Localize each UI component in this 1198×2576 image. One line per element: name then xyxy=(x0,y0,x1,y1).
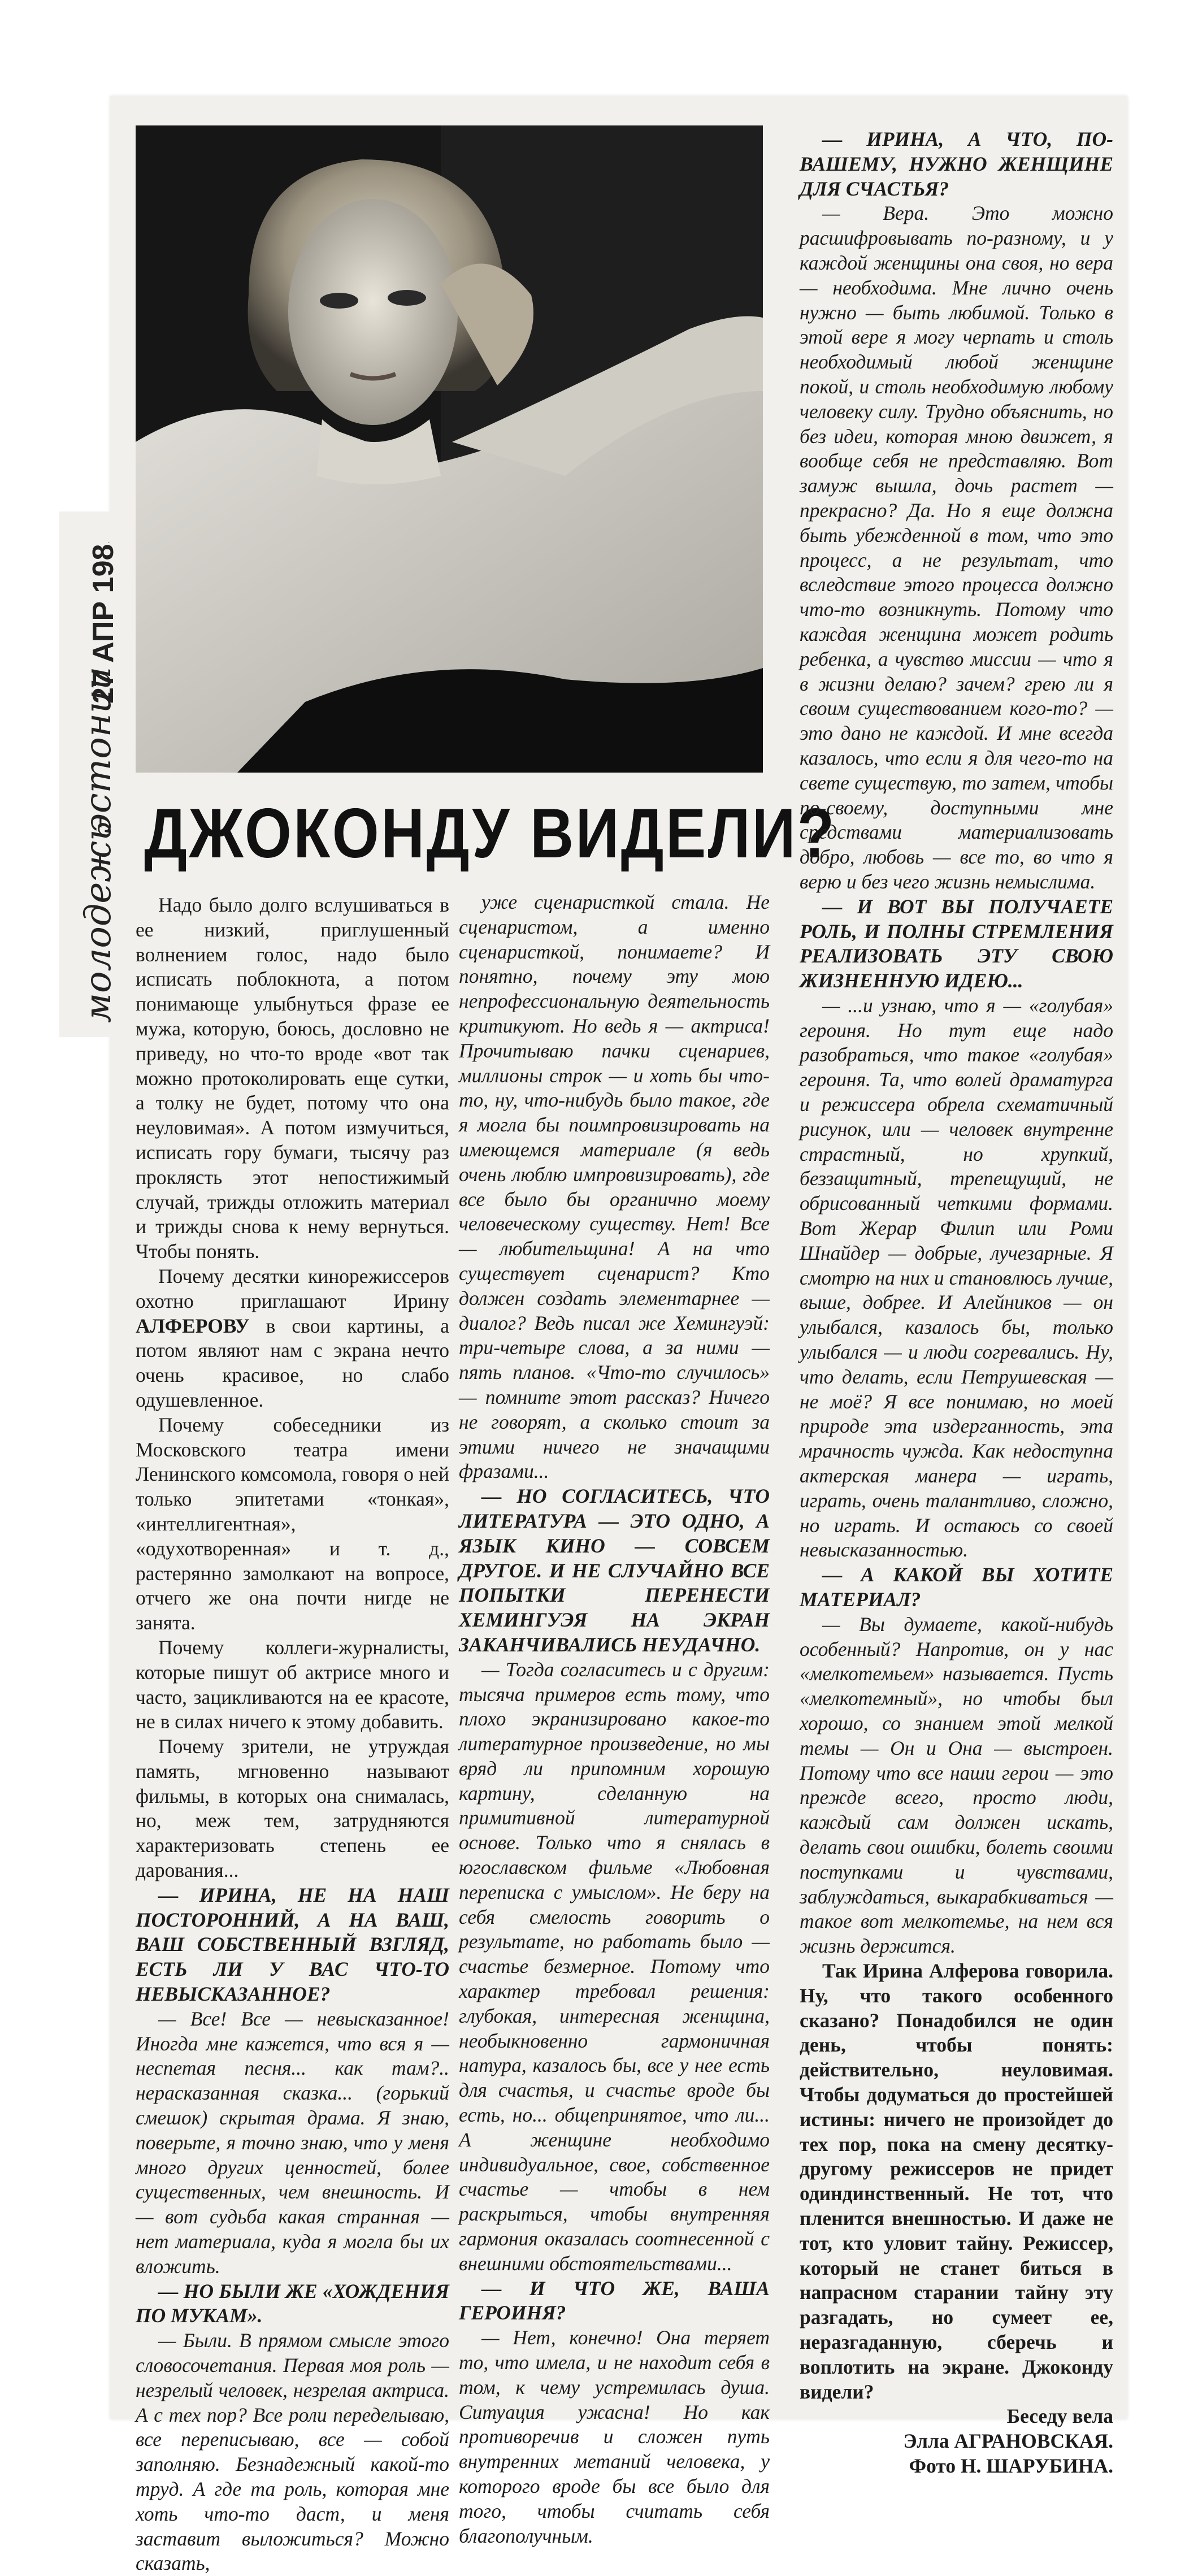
col1-paragraph: Надо было долго вслушиваться в ее низкий, приглушенный волнением голос, надо было исписать поблокнота, а потом понимающе улыбнуться фразе ее мужа, которую, боюсь, дословно не приведу, но что-то вроде «вот так можно протоколировать еще сутки, а толку не будет, потому что она неуловимая». А потом измучиться, исписать гору бумаги, тысячу раз проклясть этот непостижимый случай, трижды отложить материал и трижды снова к нему вернуться. Чтобы понять. xyxy=(136,894,449,1263)
col3-paragraph: — И ВОТ ВЫ ПОЛУЧАЕТЕ РОЛЬ, И ПОЛНЫ СТРЕМЛЕНИЯ РЕАЛИЗОВАТЬ ЭТУ СВОЮ ЖИЗНЕННУЮ ИДЕЮ... xyxy=(800,895,1113,992)
text-column-1 xyxy=(136,893,449,2576)
col2-paragraph: уже сценаристкой стала. Не сценаристом, а именно сценаристкой, понимаете? И понятно, почему эту мою непрофессиональную деятельность критикуют. Но ведь я — актриса! Прочитываю пачки сценариев, миллионы строк — и хоть бы что-то, ну, что-нибудь было такое, где я могла бы поимпровизировать на имеющемся материале (я ведь очень люблю импровизировать), где все было бы органично моему человеческому существу. Нет! Все — любительщина! А на что существует сценарист? Кто должен создать элементарнее — диалог? Ведь писал же Хемингуэй: три-четыре слова, а за ними — пять планов. «Что-то случилось» — помните этот рассказ? Ничего не говорят, а сколько стоит за этими ничего не значащими фразами... xyxy=(459,891,770,1483)
col3-paragraph: — Вера. Это можно расшифровывать по-разному, и у каждой женщины она своя, но вера — необходима. Мне лично очень нужно — быть любимой. Только в этой вере я могу черпать и столь необходимый любой женщине покой, и столь необходимую любому человеку силу. Трудно объяснить, но без идеи, которая мною движет, я вообще себя не представляю. Вот замуж вышла, дочь растет — прекрасно? Да. Но я еще должна быть убежденной в том, что это процесс, а не результат, что вследствие этого процесса должно что-то возникнуть. Потому что каждая женщина может родить ребенка, а чувство миссии — что я в жизни делаю? зачем? грею ли я своим существованием кого-то? — это дано не каждой. И мне всегда казалось, что если я для чего-то на свете существую, то затем, чтобы по-своему, доступными мне средствами материализовать добро, любовь — все то, во что я верю и без чего жизнь немыслима. xyxy=(800,202,1113,893)
col1-paragraph: — ИРИНА, НЕ НА НАШ ПОСТОРОННИЙ, А НА ВАШ, ВАШ СОБСТВЕННЫЙ ВЗГЛЯД, ЕСТЬ ЛИ У ВАС ЧТО-ТО НЕВЫСКАЗАННОЕ? xyxy=(136,1883,449,2006)
col2-paragraph: — И ЧТО ЖЕ, ВАША ГЕРОИНЯ? xyxy=(459,2276,770,2325)
col2-paragraph: — Нет, конечно! Она теряет то, что имела, и не находит себя в том, к чему устремилась душа. Ситуация ужасна! Но как противоречив и сложен путь внутренних метаний человека, у которого вроде бы все было для того, чтобы считать себя благополучным. xyxy=(459,2326,770,2547)
text-column-2 xyxy=(459,890,770,2548)
col2-paragraph: — Тогда согласитесь и с другим: тысяча примеров есть тому, что плохо экранизировано какое-то литературное произведение, но мы вряд ли припомним хорошую картину, сделанную на примитивной литературной основе. Только что я снялась в югославском фильме «Любовная переписка с умыслом». Не беру на себя смелость говорить о результате, но работать было — счастье безмерное. Потому что характер требовал решения: глубокая, интересная женщина, необыкновенно гармоничная натура, казалось бы, все у нее есть для счастья, и счастье вроде бы есть, но... общепринятое, что ли... А женщине необходимо индивидуальное, свое, собственное счастье — чтобы в нем раскрыться, чтобы внутренняя гармония оказалась соотнесенной с внешними обстоятельствами... xyxy=(459,1658,770,2275)
actress-name: АЛФЕРОВУ xyxy=(136,1314,250,1337)
col3-paragraph: — Вы думаете, какой-нибудь особенный? Напротив, он у нас «мелкотемьем» называется. Пусть «мелкотемный», но чтобы был хорошо, со знанием этой мелкой темы — Он и Она — выстроен. Потому что все наши герои — это прежде всего, просто люди, каждый сам должен искать, делать свои ошибки, болеть своими поступками и чувствами, заблуждаться, выкарабкиваться — такое вот мелкотемье, на нем вся жизнь держится. xyxy=(800,1612,1113,1958)
col1-paragraph: Почему десятки кинорежиссеров охотно приглашают Ирину АЛФЕРОВУ в свои картины, а потом являют нам с экрана нечто очень красивое, но слабо одушевленное. xyxy=(136,1264,449,1411)
col1-paragraph: — НО БЫЛИ ЖЕ «ХОЖДЕНИЯ ПО МУКАМ». xyxy=(136,2279,449,2327)
col1-paragraph: — Все! Все — невысказанное! Иногда мне кажется, что вся я — неспетая песня... как там?.. нерасказанная сказка... (горький смешок) скрытая драма. Я знаю, поверьте, я точно знаю, что у меня много других ценностей, более существенных, чем внешность. И — вот судьба какая странная — нет материала, куда я могла бы их вложить. xyxy=(136,2007,449,2278)
col3-paragraph: Беседу вела xyxy=(1006,2405,1113,2428)
col3-paragraph: Так Ирина Алферова говорила. Ну, что такого особенного сказано? Понадобился не один день, чтобы понять: действительно, неуловимая. Чтобы додуматься до простейшей истины: ничего не произойдет до тех пор, пока на смену десятку-другому режиссеров не придет одиндинственный. Не тот, что пленится внешностью. И даже не тот, кто уловит тайну. Режиссер, который не станет биться в напрасном старании тайну эту разгадать, но сумеет ее, неразгаданную, сберечь и воплотить на экране. Джоконду видели? xyxy=(800,1959,1113,2403)
col3-paragraph: — А КАКОЙ ВЫ ХОТИТЕ МАТЕРИАЛ? xyxy=(800,1563,1113,1611)
article-headline: ДЖОКОНДУ ВИДЕЛИ? xyxy=(144,795,836,873)
publication-stamp xyxy=(57,543,136,1029)
portrait-photo xyxy=(136,125,763,773)
col1-paragraph: Почему собеседники из Московского театра имени Ленинского комсомола, говоря о ней только эпитетами «тонкая», «интеллигентная», «одухотворенная» и т. д., растерянно замолкают на вопросе, отчего же она почти нигде не занята. xyxy=(136,1413,449,1634)
col3-paragraph: — ...и узнаю, что я — «голубая» героиня. Но тут еще надо разобраться, что такое «голубая» героиня. Та, что волей драматурга и режиссера обрела схематичный рисунок, или — человек внутренне страстный, но хрупкий, беззащитный, трепещущий, не обрисованный четкими формами. Вот Жерар Филип или Роми Шнайдер — добрые, лучезарные. Я смотрю на них и становлюсь лучше, выше, добрее. И Алейников — он улыбался, казалось бы, только улыбался — и люди согревались. Ну, что делать, если Петрушевская — не моё? Я все понимаю, но моей природе эта издерганность, эта мрачность чужда. Как недоступна актерская манера — играть, играть, очень талантливо, сложно, но играть. И остаюсь со своей невысказанностью. xyxy=(800,994,1113,1562)
text-column-3 xyxy=(800,127,1113,2479)
col3-paragraph: — ИРИНА, А ЧТО, ПО-ВАШЕМУ, НУЖНО ЖЕНЩИНЕ ДЛЯ СЧАСТЬЯ? xyxy=(800,128,1113,200)
stamp-line2: эстонии xyxy=(77,666,119,834)
stamp-line1: молодежь xyxy=(77,821,119,1023)
col2-paragraph: — НО СОГЛАСИТЕСЬ, ЧТО ЛИТЕРАТУРА — ЭТО ОДНО, А ЯЗЫК КИНО — СОВСЕМ ДРУГОЕ. И НЕ СЛУЧАЙНО ВСЕ ПОПЫТКИ ПЕРЕНЕСТИ ХЕМИНГУЭЯ НА ЭКРАН ЗАКАНЧИВАЛИСЬ НЕУДАЧНО. xyxy=(459,1485,770,1656)
col3-paragraph: Фото Н. ШАРУБИНА. xyxy=(909,2454,1113,2477)
stamp-date: 27 АПР 1985 xyxy=(87,543,120,704)
col1-paragraph: — Были. В прямом смысле этого словосочетания. Первая моя роль — незрелый человек, незрелая актриса. А с тех пор? Все роли переделываю, все переписываю, все — собой заполняю. Безнадежный какой-то труд. А где та роль, которая мне хоть что-то даст, и меня заставит выложиться? Можно сказать, xyxy=(136,2329,449,2575)
col3-paragraph: Элла АГРАНОВСКАЯ. xyxy=(903,2430,1113,2453)
col1-paragraph: Почему зрители, не утруждая память, мгновенно называют фильмы, в которых она снималась, но, меж тем, затрудняются характеризовать степень ее дарования... xyxy=(136,1735,449,1882)
col1-paragraph: Почему коллеги-журналисты, которые пишут об актрисе много и часто, зацикливаются на ее красоте, не в силах ничего к этому добавить. xyxy=(136,1636,449,1733)
